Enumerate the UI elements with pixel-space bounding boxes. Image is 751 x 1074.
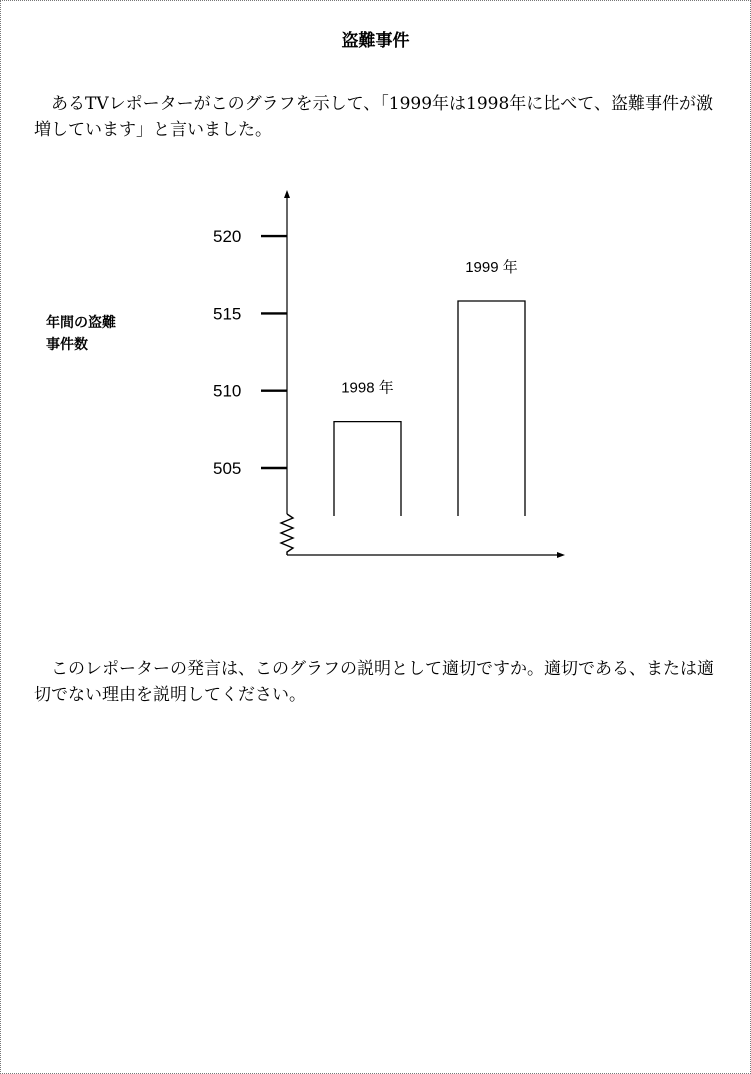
axis-break	[281, 514, 293, 555]
y-tick-label: 505	[213, 459, 242, 478]
bar-category-label: 1998 年	[341, 379, 394, 397]
page-title: 盗難事件	[341, 31, 410, 51]
chart-axes	[281, 190, 565, 558]
bars	[334, 258, 525, 516]
y-axis-arrow	[284, 190, 290, 198]
bar	[334, 422, 401, 516]
bar-category-label: 1999 年	[465, 259, 518, 277]
question-paragraph: このレポーターの発言は、このグラフの説明として適切ですか。適切である、または適切でない理由を説明してください。	[34, 659, 714, 705]
y-tick-label: 520	[213, 227, 242, 247]
y-tick-label: 515	[213, 304, 242, 324]
y-axis-label-line-2: 事件数	[46, 337, 88, 353]
intro-paragraph: あるTVレポーターがこのグラフを示して、「1999年は1998年に比べて、盗難事件が激増しています」と言いました。	[34, 94, 713, 140]
bar	[458, 301, 525, 516]
y-axis-label-line-1: 年間の盗難	[46, 315, 116, 331]
x-axis-arrow	[557, 552, 565, 558]
y-tick-label: 510	[213, 381, 242, 401]
y-ticks	[213, 227, 287, 478]
